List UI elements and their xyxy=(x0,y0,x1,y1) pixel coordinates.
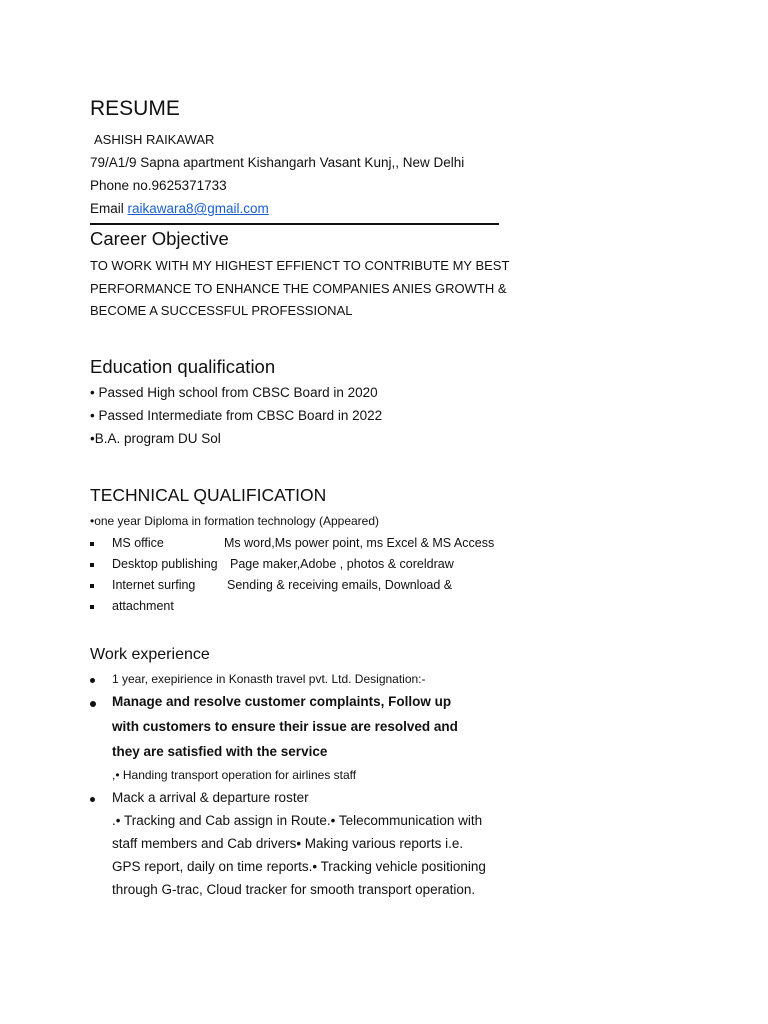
email-link[interactable]: raikawara8@gmail.com xyxy=(127,201,269,216)
work-bold-line: they are satisfied with the service xyxy=(112,744,328,759)
education-item: •B.A. program DU Sol xyxy=(90,431,221,446)
technical-intro: •one year Diploma in formation technology (Appeared) xyxy=(90,514,380,528)
career-objective-line: TO WORK WITH MY HIGHEST EFFIENCT TO CONTRIBUTE MY BEST xyxy=(90,258,510,273)
work-detail-line: staff members and Cab drivers• Making various reports i.e. xyxy=(112,836,464,851)
address: 79/A1/9 Sapna apartment Kishangarh Vasant Kunj,, New Delhi xyxy=(90,155,465,170)
header-divider xyxy=(90,223,499,225)
work-experience-heading: Work experience xyxy=(90,646,210,663)
technical-skill-label: attachment xyxy=(112,599,174,613)
career-objective-line: PERFORMANCE TO ENHANCE THE COMPANIES ANIES GROWTH & xyxy=(90,281,507,296)
technical-skill-detail: Ms word,Ms power point, ms Excel & MS Access xyxy=(224,536,495,550)
email-line xyxy=(90,201,269,216)
square-bullet-icon xyxy=(90,584,94,588)
bullet-icon xyxy=(90,678,95,683)
bullet-icon xyxy=(90,701,96,707)
technical-skill-detail: Page maker,Adobe , photos & coreldraw xyxy=(230,557,454,571)
square-bullet-icon xyxy=(90,542,94,546)
candidate-name: ASHISH RAIKAWAR xyxy=(94,132,215,147)
work-sub-item: ,• Handing transport operation for airlines staff xyxy=(112,768,357,782)
work-detail-line: .• Tracking and Cab assign in Route.• Telecommunication with xyxy=(112,813,483,828)
bullet-icon xyxy=(90,797,95,802)
resume-title: RESUME xyxy=(90,97,180,120)
technical-skill-detail: Sending & receiving emails, Download & xyxy=(227,578,453,592)
work-detail-line: through G-trac, Cloud tracker for smooth transport operation. xyxy=(112,882,476,897)
square-bullet-icon xyxy=(90,563,94,567)
career-objective-heading: Career Objective xyxy=(90,228,229,249)
technical-heading: TECHNICAL QUALIFICATION xyxy=(90,485,327,505)
square-bullet-icon xyxy=(90,605,94,609)
work-bold-line: with customers to ensure their issue are resolved and xyxy=(112,719,458,734)
career-objective-line: BECOME A SUCCESSFUL PROFESSIONAL xyxy=(90,303,353,318)
technical-skill-label: MS office xyxy=(112,536,164,550)
education-heading: Education qualification xyxy=(90,356,276,377)
technical-skill-label: Internet surfing xyxy=(112,578,196,592)
education-item: • Passed Intermediate from CBSC Board in 2022 xyxy=(90,408,383,423)
work-bold-line: Manage and resolve customer complaints, Follow up xyxy=(112,694,452,709)
technical-skill-label: Desktop publishing xyxy=(112,557,218,571)
work-detail-line: GPS report, daily on time reports.• Tracking vehicle positioning xyxy=(112,859,486,874)
education-item: • Passed High school from CBSC Board in 2020 xyxy=(90,385,378,400)
work-item: Mack a arrival & departure roster xyxy=(112,790,309,805)
email-label: Email xyxy=(90,201,128,216)
phone: Phone no.9625371733 xyxy=(90,178,227,193)
work-item: 1 year, exepirience in Konasth travel pvt. Ltd. Designation:- xyxy=(112,672,426,686)
